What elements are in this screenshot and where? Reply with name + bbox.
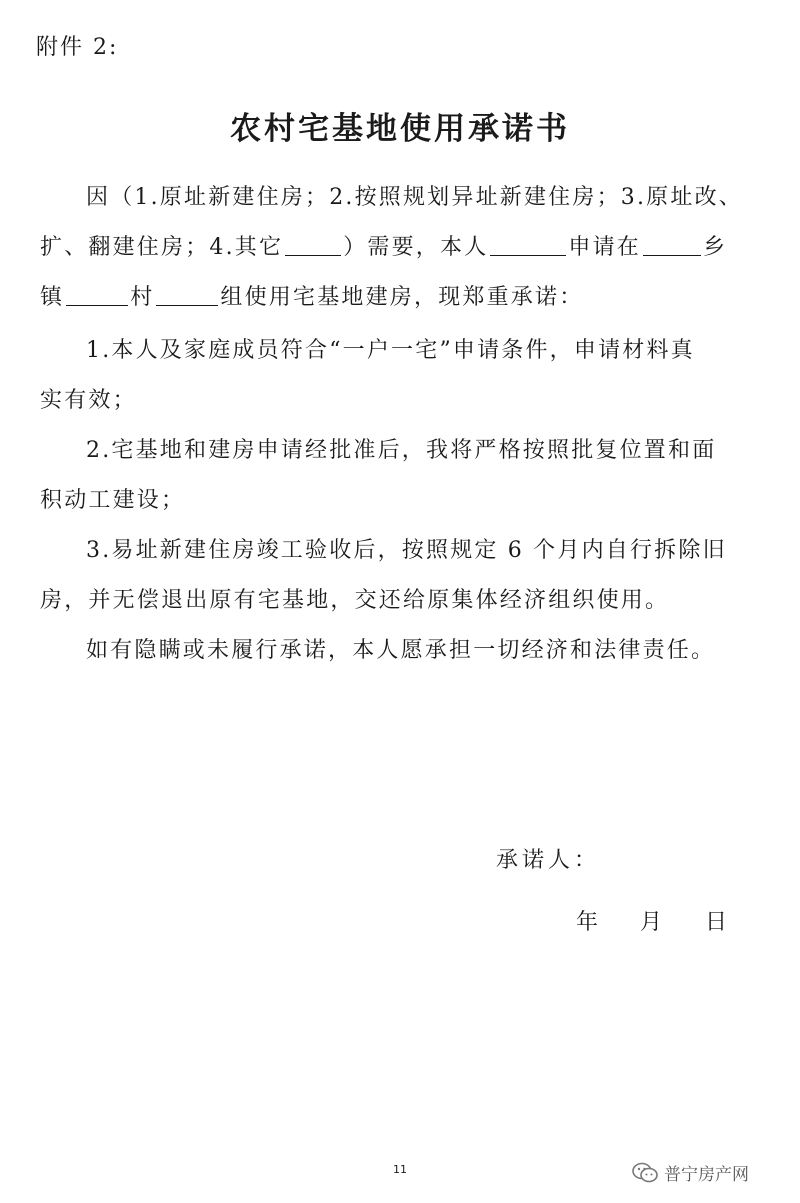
blank-town[interactable]	[66, 283, 128, 306]
blank-other[interactable]	[285, 233, 341, 256]
item-3-line-1: 3.易址新建住房竣工验收后，按照规定 6 个月内自行拆除旧	[86, 538, 727, 563]
signer-label: 承诺人：	[496, 848, 601, 873]
wechat-icon	[632, 1162, 658, 1184]
text-segment: 组使用宅基地建房，现郑重承诺：	[220, 285, 584, 310]
item-3-line-2: 房，并无偿退出原有宅基地，交还给原集体经济组织使用。	[40, 588, 670, 613]
page-number: 11	[393, 1163, 407, 1176]
date-day: 日	[705, 910, 728, 935]
text-segment: ）需要，本人	[343, 235, 489, 260]
text-segment: 村	[130, 285, 155, 310]
item-2-line-1: 2.宅基地和建房申请经批准后，我将严格按照批复位置和面	[86, 438, 717, 463]
item-1-line-1: 1.本人及家庭成员符合“一户一宅”申请条件，申请材料真	[86, 338, 695, 363]
text-segment: 申请在	[568, 235, 642, 260]
item-1-line-2: 实有效；	[40, 388, 137, 413]
watermark-text: 普宁房产网	[664, 1165, 749, 1185]
blank-township[interactable]	[643, 233, 701, 256]
attachment-label: 附件 2:	[36, 35, 119, 60]
date-month: 月	[640, 910, 663, 935]
text-segment: 镇	[40, 285, 65, 310]
blank-village-group[interactable]	[156, 283, 218, 306]
text-segment: 扩、翻建住房；4.其它	[40, 235, 284, 260]
closing-statement: 如有隐瞒或未履行承诺，本人愿承担一切经济和法律责任。	[86, 638, 716, 663]
item-2-line-2: 积动工建设；	[40, 488, 186, 513]
watermark	[632, 1160, 749, 1185]
paragraph-1-line-1: 因（1.原址新建住房；2.按照规划异址新建住房；3.原址改、	[86, 185, 743, 210]
text-segment: 乡	[703, 235, 728, 260]
date-year: 年	[576, 910, 599, 935]
paragraph-1-line-3	[40, 283, 780, 313]
paragraph-1-line-2	[40, 233, 780, 263]
blank-applicant[interactable]	[490, 233, 566, 256]
document-title: 农村宅基地使用承诺书	[230, 111, 570, 147]
